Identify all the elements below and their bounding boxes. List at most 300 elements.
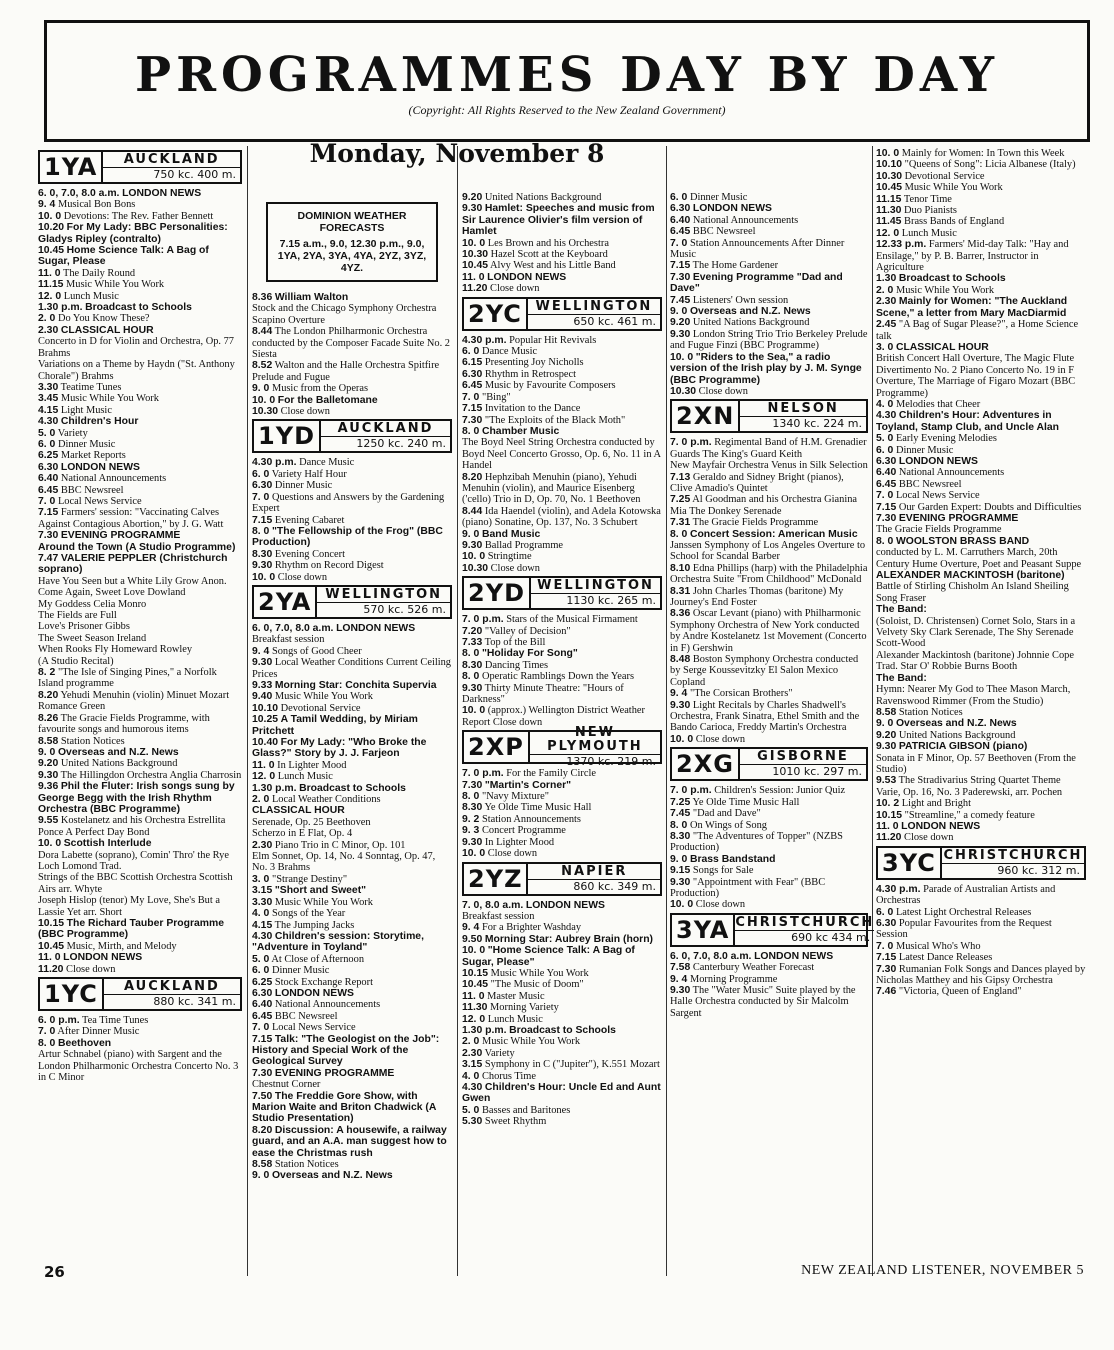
- programme-time: 10.20: [38, 222, 65, 234]
- programme-item: [462, 660, 662, 671]
- programme-title: Lunch Music: [487, 1013, 543, 1025]
- programme-time: 4.30: [38, 416, 59, 428]
- programme-title: Tea Time Tunes: [82, 1015, 149, 1027]
- programme-title: Dinner Music: [274, 480, 333, 492]
- programme-title: Home Science Talk: A Bag of Sugar, Please: [38, 245, 209, 268]
- programme-title: Variety: [484, 1047, 515, 1059]
- programme-item: [462, 540, 662, 551]
- programme-time: 8.20: [252, 1124, 273, 1136]
- programme-item: [252, 794, 452, 805]
- programme-time: 6. 0: [38, 438, 56, 450]
- programme-item: [252, 965, 452, 976]
- programme-title: The Hillingdon Orchestra Anglia Charrosin: [60, 769, 242, 781]
- programme-item: [462, 934, 662, 945]
- programme-item: [462, 357, 662, 368]
- programme-item: [38, 428, 242, 439]
- programme-item: [462, 791, 662, 802]
- programme-item: [876, 456, 1086, 467]
- programme-item: [462, 648, 662, 659]
- programme-time: 7. 0: [876, 490, 894, 502]
- programme-title: The Gracie Fields Programme, with favourite songs and humorous items: [38, 712, 210, 736]
- programme-title: After Dinner Music: [57, 1026, 140, 1038]
- programme-title: Local News Service: [271, 1022, 356, 1034]
- programme-title: Symphony in C ("Jupiter"), K.551 Mozart: [484, 1059, 660, 1071]
- station-header: [670, 399, 868, 433]
- programme-time: 1.30 p.m.: [38, 302, 83, 314]
- programme-time: 4.15: [38, 404, 59, 416]
- programme-title: Songs of the Year: [271, 908, 346, 920]
- programme-item: [670, 951, 868, 962]
- programme-title: Music from the Operas: [271, 383, 369, 395]
- programme-time: 11.20: [876, 832, 902, 844]
- programme-title: Market Reports: [60, 450, 126, 462]
- programme-time: 10.45: [462, 979, 489, 991]
- station-call-sign: 2YA: [254, 587, 317, 617]
- programme-title: Duo Pianists: [904, 205, 957, 217]
- programme-title: LONDON NEWS: [336, 622, 416, 634]
- programme-time: 11. 0: [38, 267, 61, 279]
- station-city: WELLINGTON: [531, 579, 660, 594]
- programme-item: [38, 850, 242, 873]
- programme-item: [252, 851, 452, 874]
- programme-time: 11. 0: [38, 952, 61, 964]
- programme-time: 8.20: [38, 689, 59, 701]
- programme-title: LONDON NEWS: [63, 952, 143, 964]
- programme-item: [462, 911, 662, 922]
- programme-item: [38, 587, 242, 598]
- programme-title: Walton and the Halle Orchestra Spitfire Prelude and Fugue: [252, 360, 440, 383]
- programme-item: [876, 445, 1086, 456]
- programme-title: Ye Olde Time Music Hall: [484, 802, 592, 814]
- programme-item: [462, 780, 662, 791]
- programme-item: [252, 395, 452, 406]
- programme-time: 8.58: [252, 1159, 273, 1171]
- programme-item: [38, 405, 242, 416]
- programme-item: [38, 313, 242, 324]
- programme-time: 10.40: [252, 737, 279, 748]
- programme-title: Devotional Service: [280, 702, 361, 714]
- programme-time: 7. 0: [252, 1022, 270, 1034]
- publication-footer: NEW ZEALAND LISTENER, NOVEMBER 5: [801, 1263, 1084, 1278]
- programme-time: 6.25: [252, 976, 273, 988]
- programme-item: [876, 182, 1086, 193]
- programme-time: 8.26: [38, 712, 59, 724]
- programme-title: Popular Favourites from the Request Session: [876, 918, 1052, 941]
- programme-time: 10.30: [462, 562, 489, 574]
- programme-item: [670, 260, 868, 271]
- programme-time: 9. 0: [252, 1170, 270, 1182]
- column-1: [38, 148, 242, 1083]
- programme-title: Scherzo in E Flat, Op. 4: [252, 828, 353, 840]
- programme-title: On Wings of Song: [689, 819, 767, 831]
- programme-item: [462, 1048, 662, 1059]
- programme-title: "Martin's Corner": [484, 779, 572, 791]
- programme-item: [462, 272, 662, 283]
- programme-item: [462, 369, 662, 380]
- programme-time: 4.30: [252, 930, 273, 942]
- programme-time: 9.15: [670, 865, 691, 877]
- programme-time: 1.30 p.m.: [462, 1024, 507, 1036]
- programme-item: [252, 1079, 452, 1090]
- programme-title: Station Notices: [898, 706, 963, 718]
- masthead: [44, 20, 1090, 142]
- programme-time: 6.40: [252, 999, 273, 1011]
- programme-item: [876, 285, 1086, 296]
- programme-title: ALEXANDER MACKINTOSH (baritone): [876, 570, 1065, 582]
- programme-time: 8. 0: [252, 525, 270, 537]
- programme-title: Ida Haendel (violin), and Adela Kotowska (piano) Sonatine, Op. 137, No. 3 Schubert: [462, 505, 661, 529]
- station-frequency: 650 kc. 461 m.: [573, 314, 656, 328]
- programme-title: Mainly for Women: "The Auckland Scene," a letter from Mary MacDiarmid: [876, 296, 1068, 319]
- programme-time: 2. 0: [462, 1036, 480, 1048]
- programme-title: Al Goodman and his Orchestra Gianina Mia The Donkey Serenade: [670, 494, 858, 517]
- programme-title: Talk: "The Geologist on the Job": History and Special Work of the Geological Survey: [252, 1033, 440, 1068]
- programme-item: [252, 326, 452, 360]
- programme-time: 6.25: [38, 450, 59, 462]
- programme-item: [876, 502, 1086, 513]
- programme-time: 6.40: [670, 214, 691, 226]
- programme-item: [38, 245, 242, 268]
- programme-title: Alvy West and his Little Band: [490, 260, 616, 272]
- programme-title: Stringtime: [487, 551, 532, 563]
- programme-title: Local Weather Conditions Current Ceiling Prices: [252, 657, 451, 680]
- programme-item: [670, 203, 868, 214]
- programme-time: 10. 0: [462, 705, 486, 717]
- programme-time: 7.15: [462, 403, 483, 415]
- programme-title: Lunch Music: [901, 227, 957, 239]
- programme-time: 8. 0: [38, 1037, 56, 1049]
- programme-title: Parade of Australian Artists and Orchestras: [876, 883, 1056, 907]
- column-3-continuation: [462, 192, 662, 295]
- programme-time: 7.15: [252, 1033, 273, 1045]
- programme-title: Morning Star: Aubrey Brain (horn): [484, 933, 654, 945]
- programme-title: Boston Symphony Orchestra conducted by Serge Koussevitzky El Salon Mexico Copland: [670, 654, 859, 688]
- programme-time: 8.31: [670, 585, 691, 597]
- programme-time: 8. 0: [670, 528, 688, 540]
- programme-item: [38, 199, 242, 210]
- programme-item: [876, 273, 1086, 284]
- programme-title: Morning Star: Conchita Supervia: [274, 679, 437, 691]
- programme-item: [876, 707, 1086, 718]
- programme-time: 8. 2: [38, 667, 56, 679]
- programme-time: 7.33: [462, 637, 483, 648]
- programme-title: Teatime Tunes: [60, 381, 122, 393]
- programme-time: 9. 0: [38, 746, 56, 758]
- programme-item: [38, 895, 242, 918]
- programme-title: Chorus Time: [481, 1070, 536, 1082]
- programme-item: [38, 872, 242, 895]
- column-2-continuation: [252, 292, 452, 417]
- programme-item: [670, 831, 868, 854]
- station-header: [670, 913, 875, 947]
- programme-title: Latest Dance Releases: [898, 952, 993, 964]
- programme-time: 6.45: [252, 1010, 273, 1022]
- programme-title: Local News Service: [57, 495, 142, 507]
- station-info: [528, 865, 660, 893]
- programme-item: [38, 781, 242, 815]
- programme-title: Close down: [698, 385, 748, 397]
- programme-item: [876, 547, 1086, 570]
- programme-title: Listeners' Own session: [692, 294, 789, 306]
- programme-title: Geraldo and Sidney Bright (pianos), Clive Amadio's Quintet: [670, 471, 844, 494]
- programme-time: 9.55: [38, 815, 59, 827]
- programme-item: [252, 680, 452, 691]
- programme-title: "Victoria, Queen of England": [898, 986, 1022, 998]
- programme-item: [252, 874, 452, 885]
- programme-item: [462, 945, 662, 968]
- programme-item: [462, 392, 662, 403]
- station-frequency: 750 kc. 400 m.: [153, 168, 236, 181]
- programme-item: [252, 492, 452, 515]
- programme-time: 7. 0, 8.0 a.m.: [462, 899, 524, 911]
- programme-item: [876, 581, 1086, 604]
- programme-title: Early Evening Melodies: [895, 433, 997, 445]
- programme-item: [252, 954, 452, 965]
- programme-title: Operatic Ramblings Down the Years: [481, 671, 635, 683]
- programme-time: 2.45: [876, 319, 897, 331]
- programme-title: "Home Science Talk: A Bag of Sugar, Please": [462, 945, 635, 968]
- programme-item: [252, 703, 452, 714]
- programme-title: The Freddie Gore Show, with Marion Waite and Briton Chadwick (A Studio Presentation): [252, 1090, 436, 1125]
- programme-title: LONDON NEWS: [122, 188, 202, 199]
- programme-title: Dinner Music: [271, 965, 330, 977]
- programme-time: 8.58: [876, 706, 897, 718]
- programme-item: [38, 1026, 242, 1037]
- programme-item: [876, 159, 1086, 170]
- programme-time: 7.31: [670, 517, 691, 529]
- programme-time: 8.30: [252, 548, 273, 560]
- programme-item: [876, 490, 1086, 501]
- programme-item: [462, 1071, 662, 1082]
- programme-time: 6. 0 p.m.: [38, 1015, 80, 1027]
- programme-item: [462, 1105, 662, 1116]
- programme-title: Close down: [66, 963, 116, 975]
- programme-time: 9.30: [876, 741, 897, 753]
- programme-title: Canterbury Weather Forecast: [692, 962, 815, 974]
- programme-item: [38, 450, 242, 461]
- programme-time: 10. 2: [876, 798, 900, 810]
- station-call-sign: 1YA: [40, 152, 103, 182]
- programme-title: Rumanian Folk Songs and Dances played by Nicholas Matthey and his Gipsy Orchestra: [876, 963, 1086, 987]
- programme-title: For My Lady: BBC Personalities: Gladys Ripley (contralto): [38, 222, 228, 245]
- station-frequency: 570 kc. 526 m.: [363, 602, 446, 616]
- programme-time: 7.30: [38, 530, 59, 542]
- programme-item: [38, 815, 242, 838]
- programme-title: CLASSICAL HOUR: [895, 341, 989, 353]
- programme-title: Light Music: [60, 404, 112, 416]
- programme-item: [670, 437, 868, 460]
- programme-item: [670, 688, 868, 699]
- programme-item: [462, 626, 662, 637]
- programme-title: Beethoven: [57, 1037, 112, 1049]
- programme-item: [670, 317, 868, 328]
- programme-title: Artur Schnabel (piano) with Sargent and the London Philharmonic Orchestra Concerto No. 3 in C Minor: [38, 1049, 239, 1084]
- programme-time: 11. 0: [252, 759, 275, 771]
- programme-time: 8. 0: [462, 425, 480, 437]
- programme-item: [670, 529, 868, 540]
- station-call-sign: 3YC: [878, 848, 942, 878]
- programme-time: 10.45: [38, 940, 65, 952]
- programme-title: Breakfast session: [462, 910, 535, 922]
- programme-time: 10.45: [38, 245, 65, 257]
- programme-time: 2. 0: [252, 794, 270, 806]
- programme-time: 10.30: [462, 249, 489, 261]
- station-call-sign: 3YA: [672, 915, 735, 945]
- programme-item: [38, 918, 242, 941]
- station-call-sign: 2XP: [464, 732, 530, 762]
- programme-time: 6. 0: [876, 906, 894, 918]
- programme-time: 10.30: [252, 406, 279, 418]
- programme-item: [38, 747, 242, 758]
- programme-item: [876, 239, 1086, 273]
- programme-time: 4. 0: [252, 908, 270, 920]
- programme-title: Music While You Work: [60, 393, 159, 405]
- programme-item: [252, 760, 452, 771]
- programme-time: 7.25: [670, 796, 691, 808]
- programme-title: For a Brighter Washday: [481, 922, 582, 934]
- programme-item: [252, 572, 452, 583]
- programme-title: Songs of Good Cheer: [271, 645, 362, 657]
- programme-time: 6. 0: [876, 444, 894, 456]
- programme-item: [876, 513, 1086, 524]
- programme-title: Close down: [490, 562, 540, 574]
- programme-item: [670, 563, 868, 586]
- programme-item: [462, 922, 662, 933]
- programme-item: [38, 393, 242, 404]
- programme-title: Basses and Baritones: [481, 1104, 571, 1116]
- station-call-sign: 2XN: [672, 401, 740, 431]
- programme-time: 9.53: [876, 775, 897, 787]
- programme-title: Broadcast to Schools: [299, 782, 406, 794]
- programme-time: 8.52: [252, 360, 273, 372]
- programme-item: [876, 171, 1086, 182]
- programme-title: Breakfast session: [252, 634, 325, 646]
- programme-title: Brass Bandstand: [689, 853, 776, 865]
- programme-time: 2. 0: [876, 284, 894, 296]
- programme-time: 6. 0, 7.0, 8.0 a.m.: [38, 188, 120, 199]
- programme-item: [462, 192, 662, 203]
- programme-time: 2.30: [38, 324, 59, 336]
- station-city: NEW PLYMOUTH: [530, 726, 660, 755]
- programme-time: 7.20: [462, 625, 483, 637]
- programme-item: [876, 342, 1086, 353]
- programme-time: 5. 0: [462, 1104, 480, 1116]
- station-header: [462, 725, 662, 769]
- programme-item: [38, 211, 242, 222]
- programme-time: 9. 0: [462, 528, 480, 540]
- programme-item: [670, 226, 868, 237]
- programme-item: [252, 560, 452, 571]
- programme-time: 10. 0: [462, 237, 486, 249]
- programme-title: Children's Hour: Uncle Ed and Aunt Gwen: [462, 1082, 661, 1105]
- programme-item: [462, 506, 662, 529]
- station-frequency: 860 kc. 349 m.: [573, 879, 656, 893]
- programme-item: [876, 296, 1086, 319]
- programme-item: [252, 840, 452, 851]
- programme-item: [462, 968, 662, 979]
- programme-item: [252, 469, 452, 480]
- programme-item: [462, 403, 662, 414]
- programme-time: 9.30: [462, 682, 483, 694]
- programme-time: 8. 0: [462, 648, 480, 660]
- programme-time: 5. 0: [38, 427, 56, 439]
- programme-time: 5.30: [462, 1116, 483, 1128]
- programme-time: 6.45: [462, 380, 483, 392]
- programme-item: [38, 268, 242, 279]
- programme-item: [670, 540, 868, 563]
- programme-item: [252, 646, 452, 657]
- programme-time: 6.30: [38, 461, 59, 473]
- programme-item: [38, 576, 242, 587]
- programme-time: 6.30: [876, 455, 897, 467]
- programme-title: Hamlet: Speeches and music from Sir Laurence Olivier's film version of Hamlet: [462, 203, 655, 238]
- programme-time: 10. 0: [38, 210, 62, 222]
- programme-item: [462, 671, 662, 682]
- station-header: [462, 576, 662, 610]
- programme-time: 3. 0: [876, 341, 894, 353]
- programme-title: (approx.) Wellington District Weather Report Close down: [462, 705, 645, 728]
- programme-item: [876, 399, 1086, 410]
- programme-item: [876, 353, 1086, 399]
- programme-time: 7.30: [252, 1067, 273, 1079]
- programme-title: "Short and Sweet": [274, 885, 367, 897]
- programme-title: Hephzibah Menuhin (piano), Yehudi Menuhin (violin), and Maurice Eisenberg ('cello) Trio in D, Op. 70, No. 1 Beethoven: [462, 471, 641, 506]
- programme-item: [252, 1011, 452, 1022]
- programme-item: [462, 283, 662, 294]
- programme-item: [876, 941, 1086, 952]
- programme-title: Janssen Symphony of Los Angeles Overture to School for Scandal Barber: [670, 539, 866, 563]
- programme-item: [462, 203, 662, 237]
- programme-item: [252, 714, 452, 737]
- programme-title: LONDON NEWS: [898, 455, 978, 467]
- programme-time: 9.20: [876, 729, 897, 741]
- programme-title: "Strange Destiny": [271, 873, 348, 885]
- programme-item: [462, 848, 662, 859]
- programme-item: [252, 771, 452, 782]
- programme-time: 7. 0: [462, 391, 480, 403]
- programme-item: [462, 249, 662, 260]
- programme-time: 7.30: [876, 963, 897, 975]
- programme-item: [252, 549, 452, 560]
- programme-item: [462, 637, 662, 648]
- programme-title: "Bing": [481, 391, 511, 403]
- programme-item: [38, 485, 242, 496]
- programme-time: 4.30 p.m.: [462, 334, 507, 346]
- programme-item: [252, 406, 452, 417]
- programme-title: (A Studio Recital): [38, 655, 114, 667]
- programme-title: London String Trio Trio Berkeley Prelude and Fugue Finzi (BBC Programme): [670, 328, 868, 352]
- programme-item: [462, 1025, 662, 1036]
- programme-item: [462, 991, 662, 1002]
- programme-time: 9. 4: [252, 645, 270, 657]
- programme-time: 8.44: [462, 505, 483, 517]
- programme-time: 11.20: [38, 963, 64, 975]
- programme-time: 4.15: [252, 919, 273, 931]
- programme-item: [670, 192, 868, 203]
- programme-title: Devotions: The Rev. Father Bennett: [63, 210, 214, 222]
- programme-time: 10. 0: [670, 351, 694, 363]
- programme-title: Sonata in F Minor, Op. 57 Beethoven (From the Studio): [876, 752, 1076, 775]
- programme-title: Kostelanetz and his Orchestra Estrellita Ponce A Perfect Day Bond: [38, 815, 226, 838]
- programme-item: [876, 524, 1086, 535]
- programme-item: [876, 684, 1086, 707]
- programme-title: The Stradivarius String Quartet Theme Varie, Op. 16, No. 3 Paderewski, arr. Pochen: [876, 775, 1063, 798]
- column-3: [462, 192, 662, 1128]
- programme-title: LONDON NEWS: [274, 987, 354, 999]
- programme-title: Musical Bon Bons: [57, 199, 136, 211]
- programme-title: "Holiday For Song": [481, 648, 578, 660]
- programme-time: 7. 0: [876, 940, 894, 952]
